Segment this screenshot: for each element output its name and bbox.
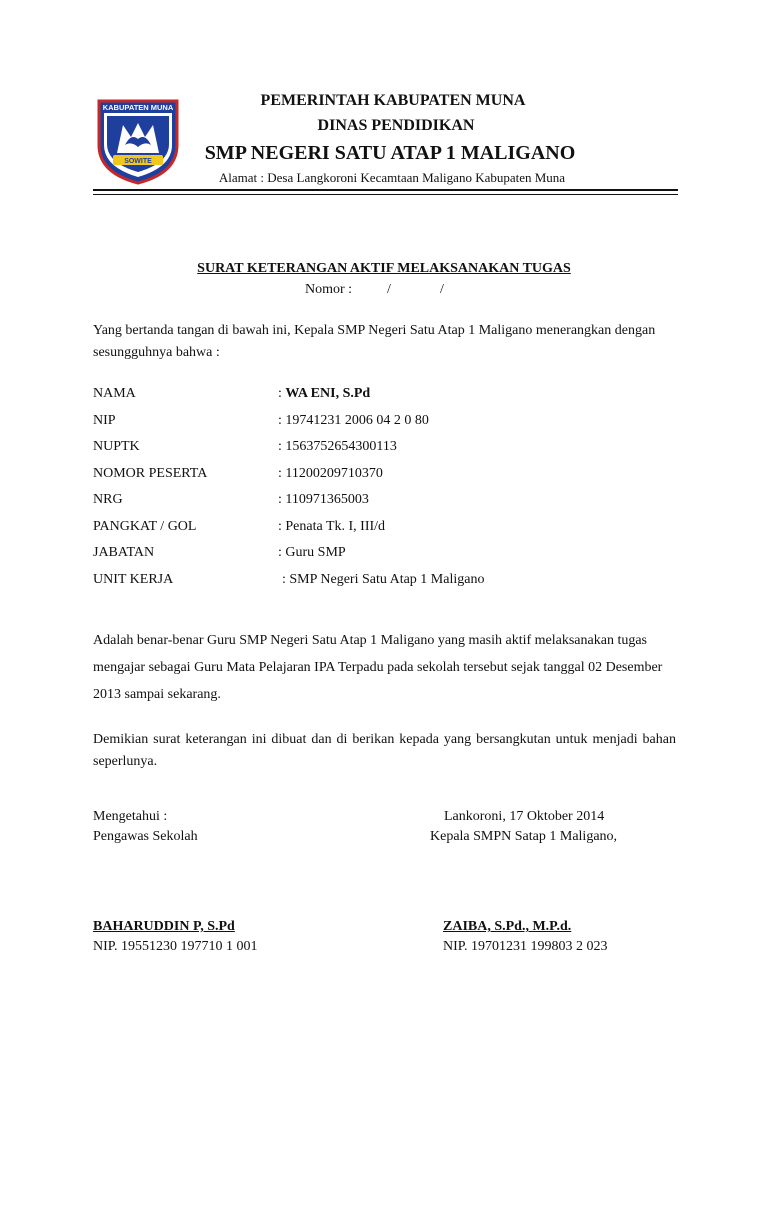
- field-row-unit-kerja: [93, 572, 676, 599]
- closing-paragraph: Demikian surat keterangan ini dibuat dan di berikan kepada yang bersangkutan untuk menjadi bahan seperlunya.: [93, 732, 676, 769]
- signature-left-block: [93, 917, 258, 957]
- field-value: : WA ENI, S.Pd: [278, 386, 371, 401]
- field-row-jabatan: [93, 545, 676, 572]
- field-label: UNIT KERJA: [93, 571, 174, 587]
- principal-nip: NIP. 19701231 199803 2 023: [443, 939, 608, 954]
- body-paragraph: Adalah benar-benar Guru SMP Negeri Satu Atap 1 Maligano yang masih aktif melaksanakan tugas mengajar sebagai Guru Mata Pelajaran IPA Terpadu pada sekolah tersebut sejak tanggal 02 Desember 2013 sampai sekarang.: [93, 633, 663, 702]
- field-label: NRG: [93, 492, 123, 507]
- supervisor-name: BAHARUDDIN P, S.Pd: [93, 919, 235, 934]
- signature-left-heading: [93, 807, 198, 847]
- intro-paragraph: Yang bertanda tangan di bawah ini, Kepala SMP Negeri Satu Atap 1 Maligano menerangkan dengan sesungguhnya bahwa :: [93, 323, 656, 360]
- field-row-nuptk: [93, 439, 676, 466]
- field-label: NAMA: [93, 386, 136, 401]
- field-label: PANGKAT / GOL: [93, 518, 197, 534]
- field-label: NIP: [93, 412, 116, 428]
- header-government: PEMERINTAH KABUPATEN MUNA: [260, 92, 526, 109]
- field-row-nip: [93, 413, 676, 440]
- signature-right-heading: [430, 807, 617, 847]
- place-date: Lankoroni, 17 Oktober 2014: [444, 809, 605, 824]
- field-value: : 110971365003: [278, 492, 369, 507]
- letter-title: SURAT KETERANGAN AKTIF MELAKSANAKAN TUGAS: [197, 261, 571, 276]
- svg-text:SOWITE: SOWITE: [124, 158, 152, 165]
- header-department: DINAS PENDIDIKAN: [317, 117, 475, 134]
- field-label: NUPTK: [93, 439, 140, 454]
- svg-text:KABUPATEN MUNA: KABUPATEN MUNA: [102, 103, 174, 112]
- principal-title: Kepala SMPN Satap 1 Maligano,: [430, 829, 618, 844]
- header-rule-thick: [93, 189, 678, 191]
- identity-fields: [93, 386, 676, 598]
- field-value: : 1563752654300113: [278, 439, 397, 454]
- field-value: : Guru SMP: [278, 545, 346, 560]
- header-rule-thin: [93, 194, 678, 195]
- field-value: : Penata Tk. I, III/d: [278, 518, 386, 534]
- field-label: NOMOR PESERTA: [93, 465, 208, 481]
- field-row-nama: [93, 386, 676, 413]
- field-value: : 11200209710370: [278, 465, 383, 481]
- acknowledged-label: Mengetahui :: [93, 809, 168, 824]
- field-label: JABATAN: [93, 545, 155, 560]
- field-value: : SMP Negeri Satu Atap 1 Maligano: [282, 571, 485, 587]
- supervisor-title: Pengawas Sekolah: [93, 829, 198, 844]
- field-row-nrg: [93, 492, 676, 519]
- principal-name: ZAIBA, S.Pd., M.P.d.: [443, 919, 572, 934]
- supervisor-nip: NIP. 19551230 197710 1 001: [93, 939, 258, 954]
- letter-number: Nomor : / /: [305, 282, 444, 297]
- field-row-pangkat: [93, 519, 676, 546]
- header-school-name: SMP NEGERI SATU ATAP 1 MALIGANO: [204, 142, 576, 164]
- field-value: : 19741231 2006 04 2 0 80: [278, 412, 429, 428]
- signature-right-block: [443, 917, 608, 957]
- header-address: Alamat : Desa Langkoroni Kecamtaan Maligano Kabupaten Muna: [218, 170, 566, 185]
- field-row-nomor-peserta: [93, 466, 676, 493]
